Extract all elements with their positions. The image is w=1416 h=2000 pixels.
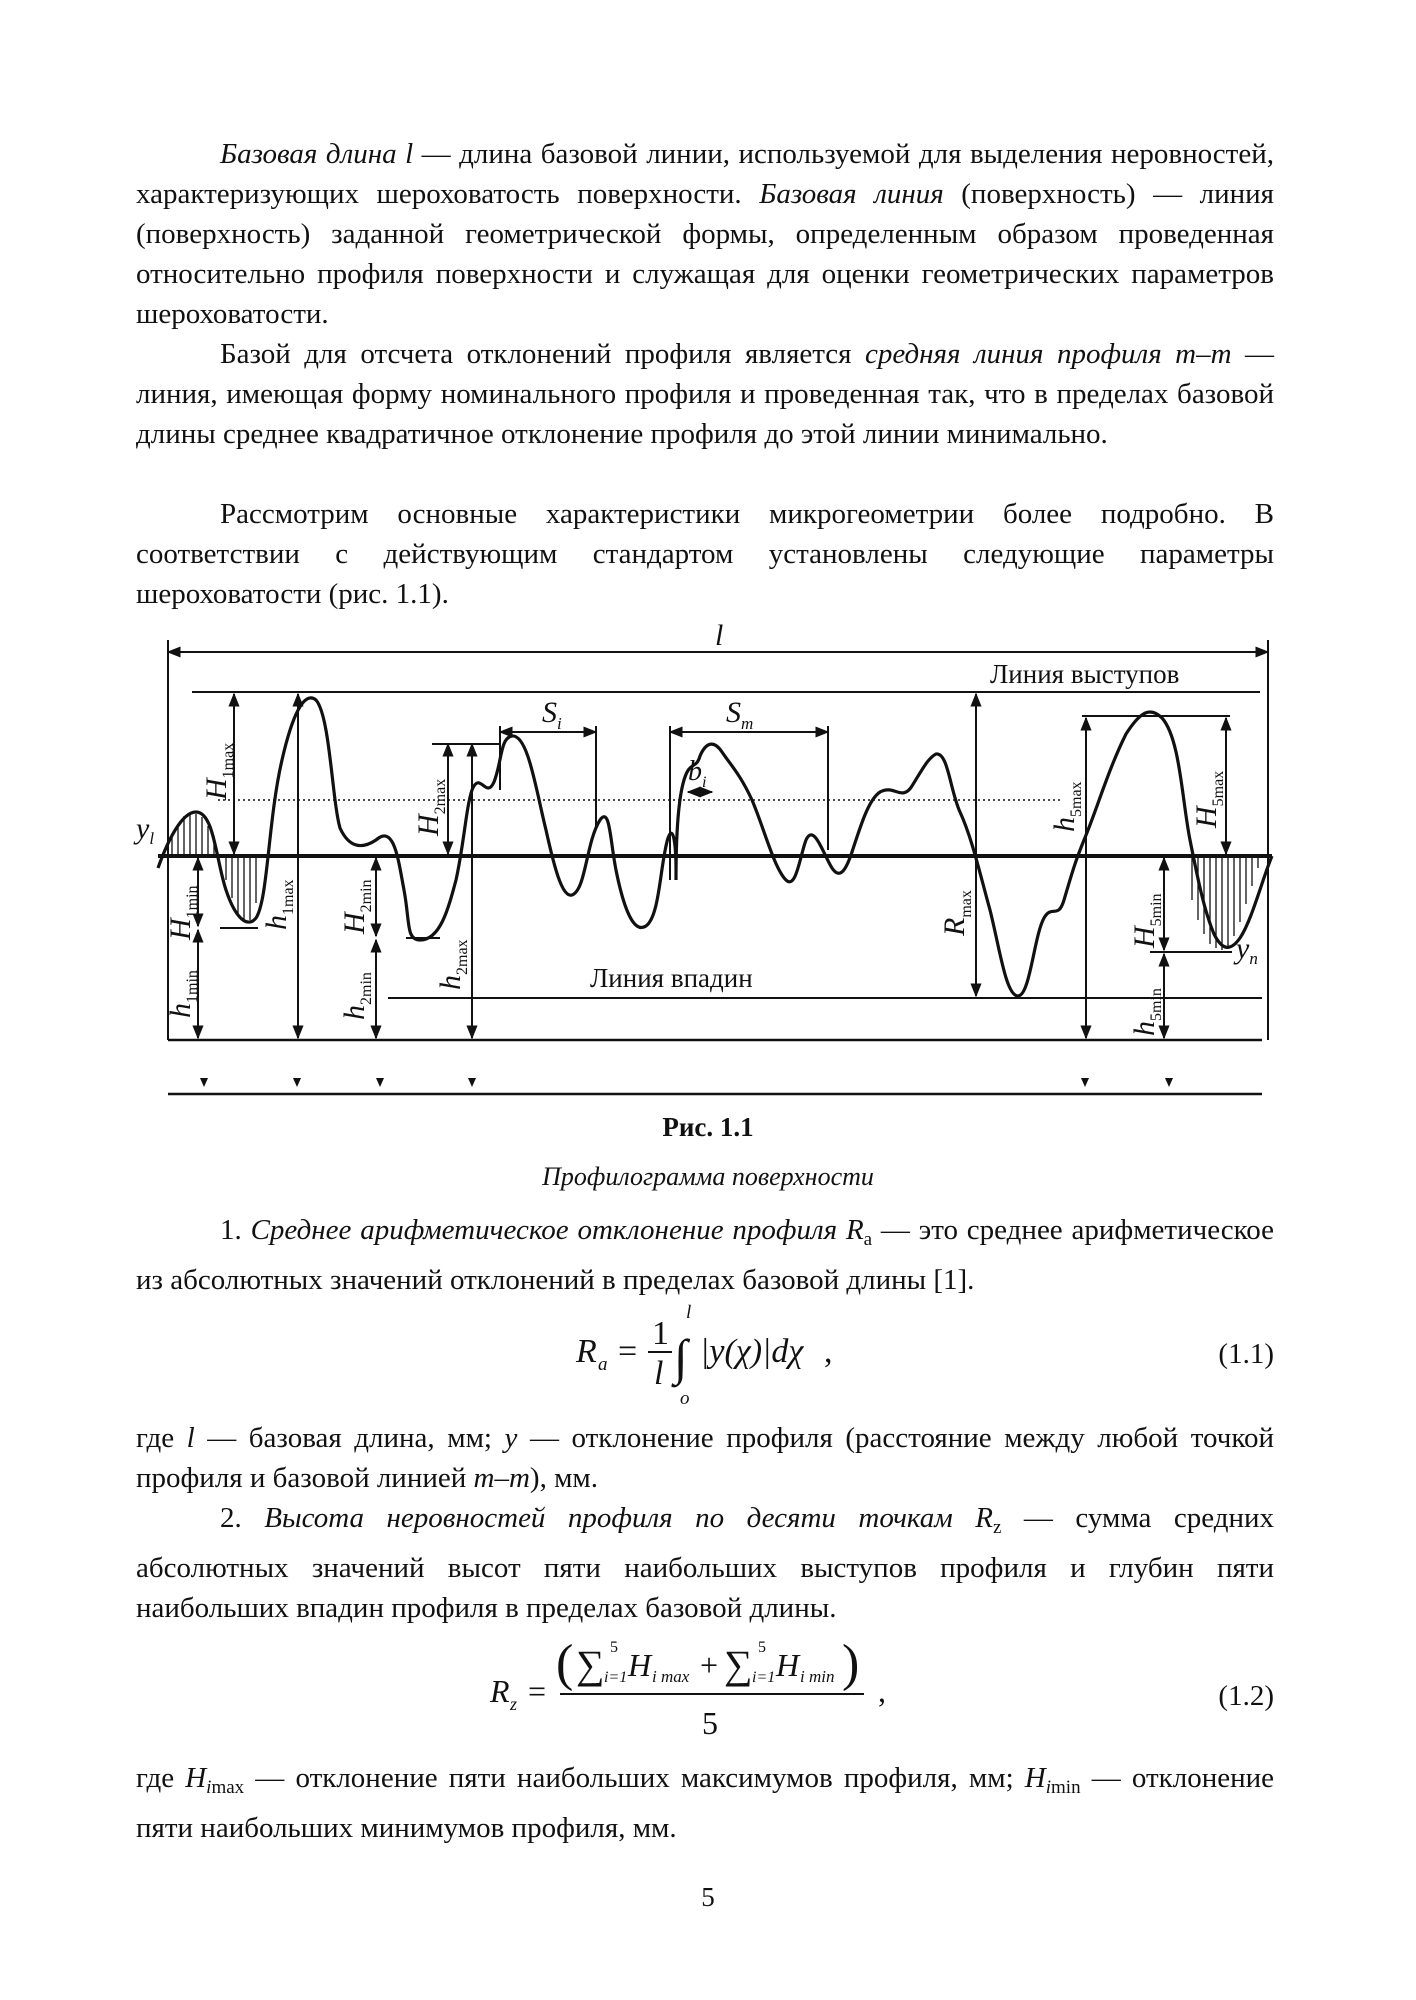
svg-text:=: =: [528, 1673, 547, 1709]
label-valleys-line: Линия впадин: [590, 963, 753, 993]
page-number: 5: [701, 1882, 715, 1912]
label-H1max: $H_{1max}$: [200, 742, 237, 800]
svg-text:i=1: i=1: [604, 1669, 628, 1686]
svg-text:,: ,: [878, 1673, 886, 1709]
label-h1max: $h_{1max}$: [260, 879, 297, 930]
label-H2min: $H_{2min}$: [338, 879, 375, 934]
svg-text:∫: ∫: [674, 1329, 688, 1385]
svg-text:(: (: [556, 1635, 574, 1692]
label-H5max: $H_{5max}$: [1190, 770, 1227, 828]
label-yl: $y_l$: [136, 812, 155, 848]
bottom-tick-marks: [200, 1078, 1173, 1087]
label-h2max: $h_{2max}$: [434, 939, 471, 990]
svg-text:+: +: [700, 1647, 719, 1683]
label-l: l: [715, 619, 724, 652]
svg-text:|y(χ)|dχ: |y(χ)|dχ: [700, 1333, 804, 1370]
paragraph-base-length: Базовая длина l — длина базовой линии, используемой для выделения неровностей, характеризующих шероховатость поверхности. Базовая линия (поверхность) — линия (поверхность) заданной геометрической формы, определенным образом проведенная относительно профиля поверхности и служащая для оценки геометрических параметров шероховатости.: [136, 138, 1274, 330]
svg-text:i max: i max: [652, 1667, 690, 1686]
svg-text:l: l: [686, 1302, 692, 1323]
paragraph-mean-line: Базой для отсчета отклонений профиля является средняя линия профиля m–m — линия, имеющая форму номинального профиля и проведенная так, что в пределах базовой длины среднее квадратичное отклонение профиля до этой линии минимально.: [136, 338, 1274, 450]
label-Si: $S_i$: [542, 696, 562, 733]
equation-1-2-number: (1.2): [1218, 1680, 1274, 1712]
svg-text:o: o: [680, 1388, 690, 1409]
svg-text:R: R: [576, 1333, 597, 1370]
paragraph-where-l: где l — базовая длина, мм; y — отклонение профиля (расстояние между любой точкой профиля и базовой линией m–m), мм.: [136, 1422, 1274, 1494]
label-Sm: $S_m$: [726, 696, 754, 733]
svg-text:5: 5: [610, 1639, 618, 1656]
svg-text:H: H: [628, 1647, 652, 1683]
label-Rmax: $R_{max}$: [938, 890, 975, 936]
label-h1min: $h_{1min}$: [164, 970, 201, 1018]
svg-text:=: =: [618, 1333, 638, 1370]
paragraph-Rz: 2. Высота неровностей профиля по десяти точкам $R_z$ — сумма средних абсолютных значений высот пяти наибольших выступов профиля и глубин пяти наибольших впадин профиля в пределах базовой длины.: [136, 1502, 1274, 1624]
paragraph-Ra: 1. Среднее арифметическое отклонение профиля $R_a$ — это среднее арифметическое из абсолютных значений отклонений в пределах базовой длины [1].: [136, 1214, 1274, 1296]
paragraph-where-H: где $H_{imax}$ — отклонение пяти наибольших максимумов профиля, мм; $H_{imin}$ — отклонение пяти наибольших минимумов профиля, мм.: [136, 1762, 1275, 1844]
figure-subcaption: Профилограмма поверхности: [542, 1162, 874, 1191]
term-Ra: Среднее арифметическое отклонение профиля R: [250, 1214, 864, 1246]
svg-text:H: H: [776, 1647, 800, 1683]
svg-text:a: a: [598, 1354, 608, 1375]
term-base-length: Базовая длина l: [220, 138, 414, 170]
svg-text:i min: i min: [800, 1667, 835, 1686]
svg-text:∑: ∑: [724, 1642, 753, 1687]
label-peaks-line: Линия выступов: [990, 659, 1180, 689]
label-h2min: $h_{2min}$: [338, 972, 375, 1020]
svg-text:5: 5: [758, 1639, 766, 1656]
svg-text:R: R: [490, 1673, 510, 1709]
term-Rz: Высота неровностей профиля по десяти точкам R: [264, 1502, 993, 1534]
equation-1-1-number: (1.1): [1218, 1338, 1274, 1370]
term-mean-line: средняя линия профиля m–m: [864, 338, 1232, 370]
svg-text:1: 1: [652, 1315, 669, 1352]
label-h5max: $h_{5max}$: [1048, 781, 1085, 832]
term-base-line: Базовая линия: [759, 178, 944, 210]
label-h5min: $h_{5min}$: [1128, 988, 1165, 1036]
svg-text:,: ,: [824, 1333, 833, 1370]
svg-text:i=1: i=1: [752, 1669, 776, 1686]
label-yn: $y_n$: [1236, 932, 1258, 968]
profile-curve: [158, 698, 1272, 996]
label-H1min: $H_{1min}$: [164, 885, 201, 940]
figure-caption: Рис. 1.1: [662, 1112, 754, 1142]
svg-text:5: 5: [702, 1705, 718, 1741]
label-bi: $b_i$: [688, 756, 707, 791]
label-H5min: $H_{5min}$: [1128, 893, 1165, 948]
svg-text:): ): [842, 1635, 860, 1692]
svg-text:l: l: [654, 1355, 664, 1392]
svg-text:z: z: [510, 1694, 518, 1714]
label-H2max: $H_{2max}$: [412, 778, 449, 836]
svg-text:∑: ∑: [576, 1642, 605, 1687]
paragraph-parameters-intro: Рассмотрим основные характеристики микрогеометрии более подробно. В соответствии с действующим стандартом установлены следующие параметры шероховатости (рис. 1.1).: [136, 498, 1274, 610]
